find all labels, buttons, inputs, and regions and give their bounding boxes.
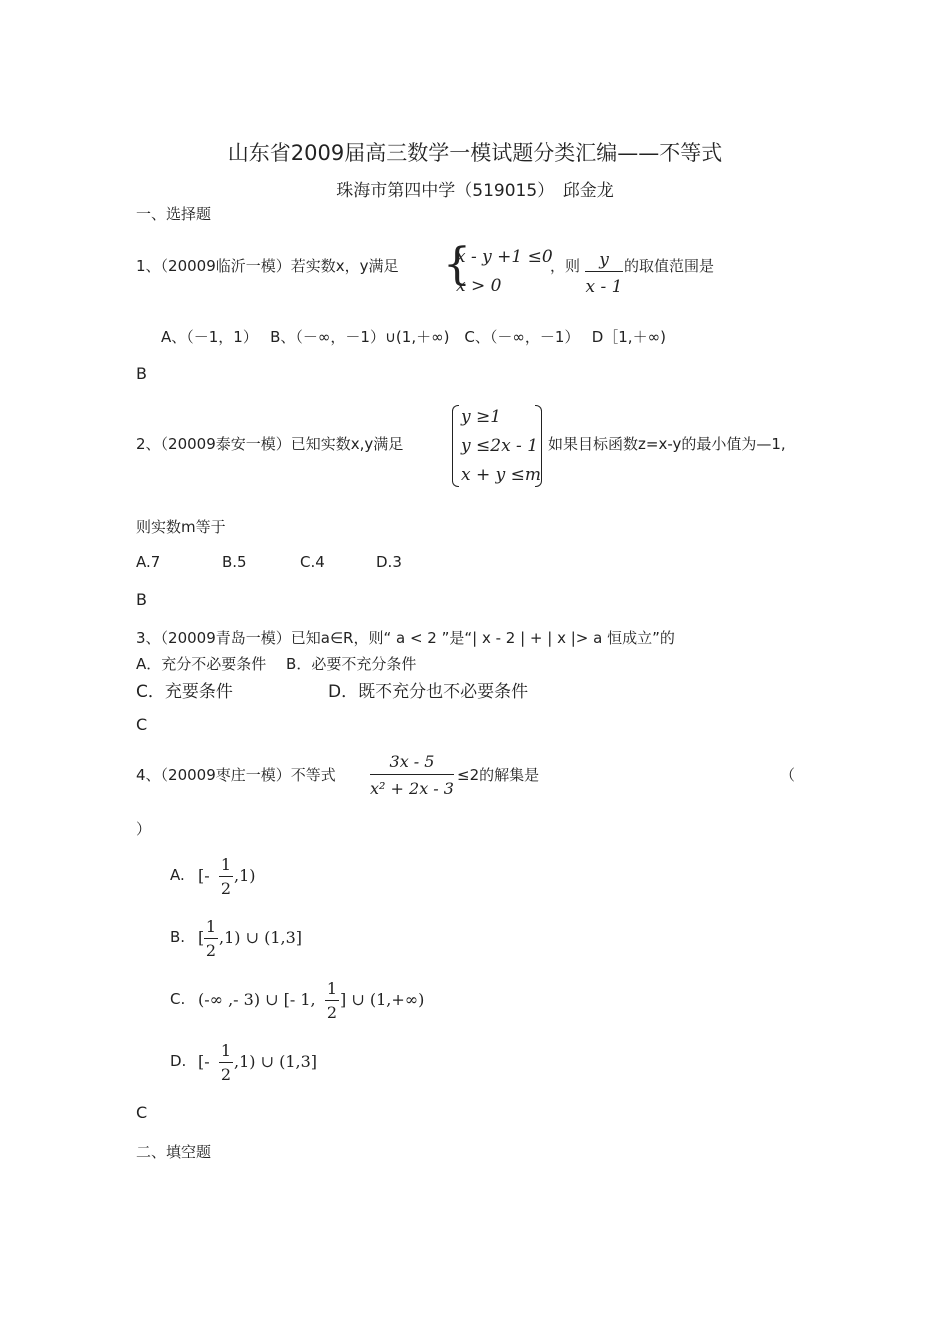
q4-option-c-label: C. xyxy=(170,990,186,1008)
q4-option-d-bar xyxy=(219,1062,233,1063)
q2-option-d: D.3 xyxy=(376,553,402,571)
q2-line2: 则实数m等于 xyxy=(136,518,226,536)
q4-suffix: ≤2的解集是 xyxy=(457,766,540,784)
q2-answer: B xyxy=(136,590,147,609)
q4-option-a-den: 2 xyxy=(220,879,232,898)
q4-prefix: 4、（20009枣庄一模）不等式 xyxy=(136,766,336,784)
q4-option-a-bar xyxy=(219,876,233,877)
q1-frac-den: x - 1 xyxy=(585,277,623,297)
q2-option-b: B.5 xyxy=(222,553,247,571)
q4-option-c-num: 1 xyxy=(326,979,338,998)
q4-option-b-num: 1 xyxy=(205,917,217,936)
q1-condition-2: x > 0 xyxy=(456,276,502,296)
q3-stem: 3、（20009青岛一模）已知a∈R，则“ a < 2 ”是“| x - 2 | + | x |> a 恒成立”的 xyxy=(136,629,675,647)
q4-option-b-post: ,1) ∪ (1,3] xyxy=(219,928,303,947)
q2-suffix: 如果目标函数z=x-y的最小值为—1, xyxy=(548,435,786,453)
q2-right-brace xyxy=(535,405,542,487)
q4-frac-den: x² + 2x - 3 xyxy=(370,779,454,798)
q4-option-c-den: 2 xyxy=(326,1003,338,1022)
q4-option-a-label: A. xyxy=(170,866,185,884)
q2-condition-2: y ≤2x - 1 xyxy=(461,436,539,456)
q4-option-d-pre: [- xyxy=(198,1052,210,1071)
q4-option-c-pre: (-∞ ,- 3) ∪ [- 1, xyxy=(198,990,316,1009)
q4-option-b-pre: [ xyxy=(198,928,205,947)
q1-mid: ，则 xyxy=(550,257,581,275)
q4-option-a-post: ,1) xyxy=(234,866,256,885)
q4-option-d-post: ,1) ∪ (1,3] xyxy=(234,1052,318,1071)
q3-option-c: C．充要条件 xyxy=(136,682,233,702)
q3-options-ab: A．充分不必要条件 B．必要不充分条件 xyxy=(136,655,417,673)
q4-option-d-num: 1 xyxy=(220,1041,232,1060)
q4-option-a-pre: [- xyxy=(198,866,210,885)
q3-answer: C xyxy=(136,715,148,734)
q2-option-a: A.7 xyxy=(136,553,161,571)
section-heading-choice: 一、选择题 xyxy=(136,205,212,223)
q1-answer: B xyxy=(136,364,147,383)
q1-options: A、（－1，1） B、（－∞，－1）∪(1,＋∞) C、（－∞，－1） D［1,＋∞) xyxy=(161,328,666,346)
page-subtitle: 珠海市第四中学（519015） 邱金龙 xyxy=(336,181,614,201)
q2-left-brace xyxy=(452,405,459,487)
q4-option-b-bar xyxy=(204,938,218,939)
section-heading-fill: 二、填空题 xyxy=(136,1143,212,1161)
q1-prefix: 1、（20009临沂一模）若实数x，y满足 xyxy=(136,257,399,275)
q4-option-c-bar xyxy=(325,1000,339,1001)
q4-option-d-den: 2 xyxy=(220,1065,232,1084)
q4-paren-close: ） xyxy=(136,820,152,838)
q4-frac-num: 3x - 5 xyxy=(389,752,435,771)
q1-frac-num: y xyxy=(599,250,609,270)
q4-option-a-num: 1 xyxy=(220,855,232,874)
q2-prefix: 2、（20009泰安一模）已知实数x,y满足 xyxy=(136,435,404,453)
q4-option-b-label: B. xyxy=(170,928,186,946)
q4-frac-bar xyxy=(370,774,454,775)
q1-suffix: 的取值范围是 xyxy=(624,257,715,275)
q1-condition-1: x - y +1 ≤0 xyxy=(456,247,553,267)
q2-condition-1: y ≥1 xyxy=(461,407,502,427)
q4-answer: C xyxy=(136,1103,148,1122)
q1-frac-bar xyxy=(585,271,623,272)
q3-option-d: D．既不充分也不必要条件 xyxy=(328,682,529,702)
q2-option-c: C.4 xyxy=(300,553,325,571)
q4-option-b-den: 2 xyxy=(205,941,217,960)
q4-paren-open: （ xyxy=(780,766,796,784)
page-title: 山东省2009届高三数学一模试题分类汇编——不等式 xyxy=(227,141,723,165)
q4-option-d-label: D. xyxy=(170,1052,187,1070)
q2-condition-3: x + y ≤m xyxy=(461,465,542,485)
q1-brace: { xyxy=(443,239,471,290)
q4-option-c-post: ] ∪ (1,+∞) xyxy=(340,990,425,1009)
